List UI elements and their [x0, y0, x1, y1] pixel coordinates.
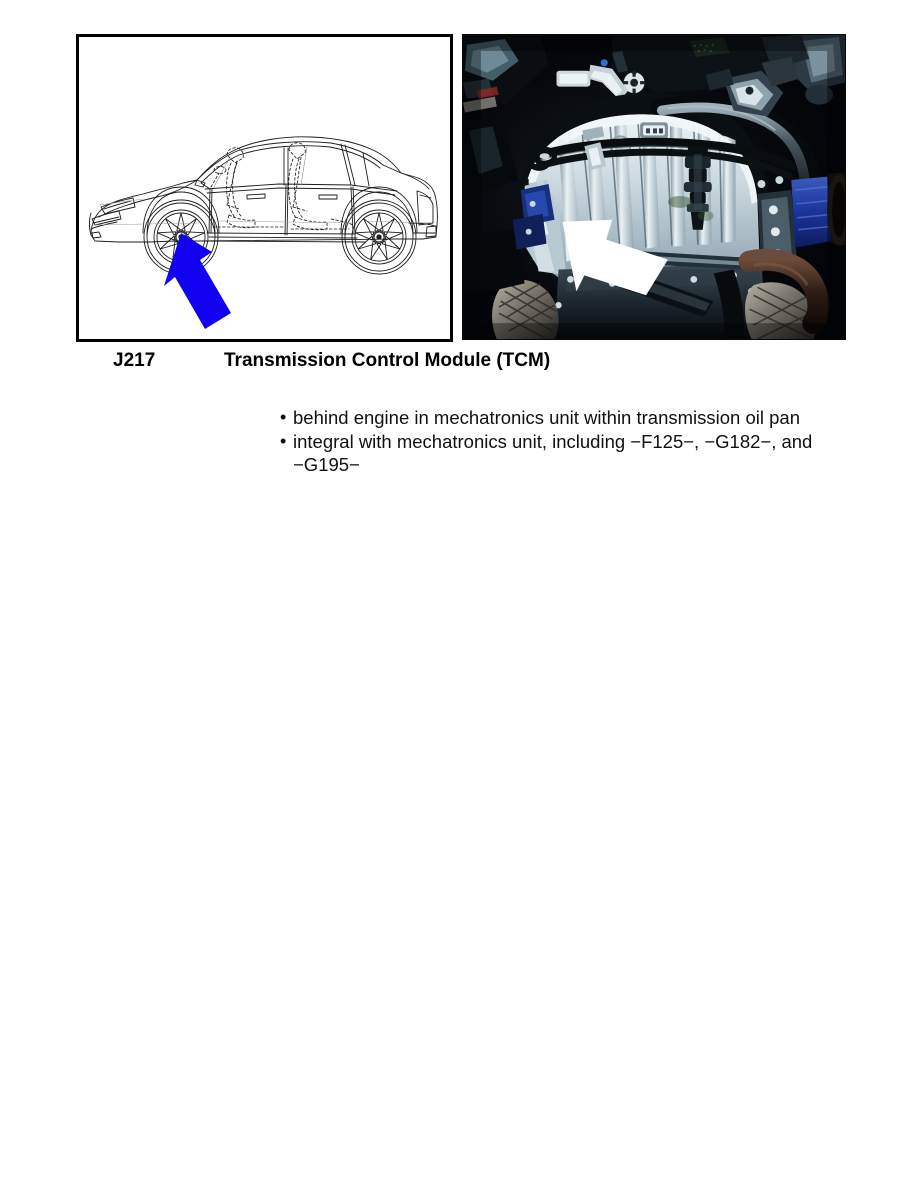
vehicle-illustration-panel: [76, 34, 453, 342]
component-notes-list: [278, 406, 858, 476]
location-arrow-white-icon: [463, 35, 845, 339]
list-item: [278, 430, 845, 476]
bullet-glyph: •: [280, 431, 287, 451]
component-code: J217: [113, 350, 156, 371]
vehicle-illustration-canvas: [79, 37, 450, 339]
list-item: [278, 406, 845, 429]
location-arrow-blue-icon: [79, 37, 450, 339]
transmission-photo-panel: [462, 34, 846, 340]
figure-caption: [76, 350, 846, 374]
note-text: behind engine in mechatronics unit within transmission oil pan: [293, 407, 800, 428]
bullet-glyph: •: [280, 407, 287, 427]
transmission-photo-canvas: [463, 35, 845, 339]
note-text: integral with mechatronics unit, including −F125−, −G182−, and −G195−: [293, 431, 813, 475]
figure-row: [76, 34, 846, 342]
component-title: Transmission Control Module (TCM): [224, 350, 551, 371]
